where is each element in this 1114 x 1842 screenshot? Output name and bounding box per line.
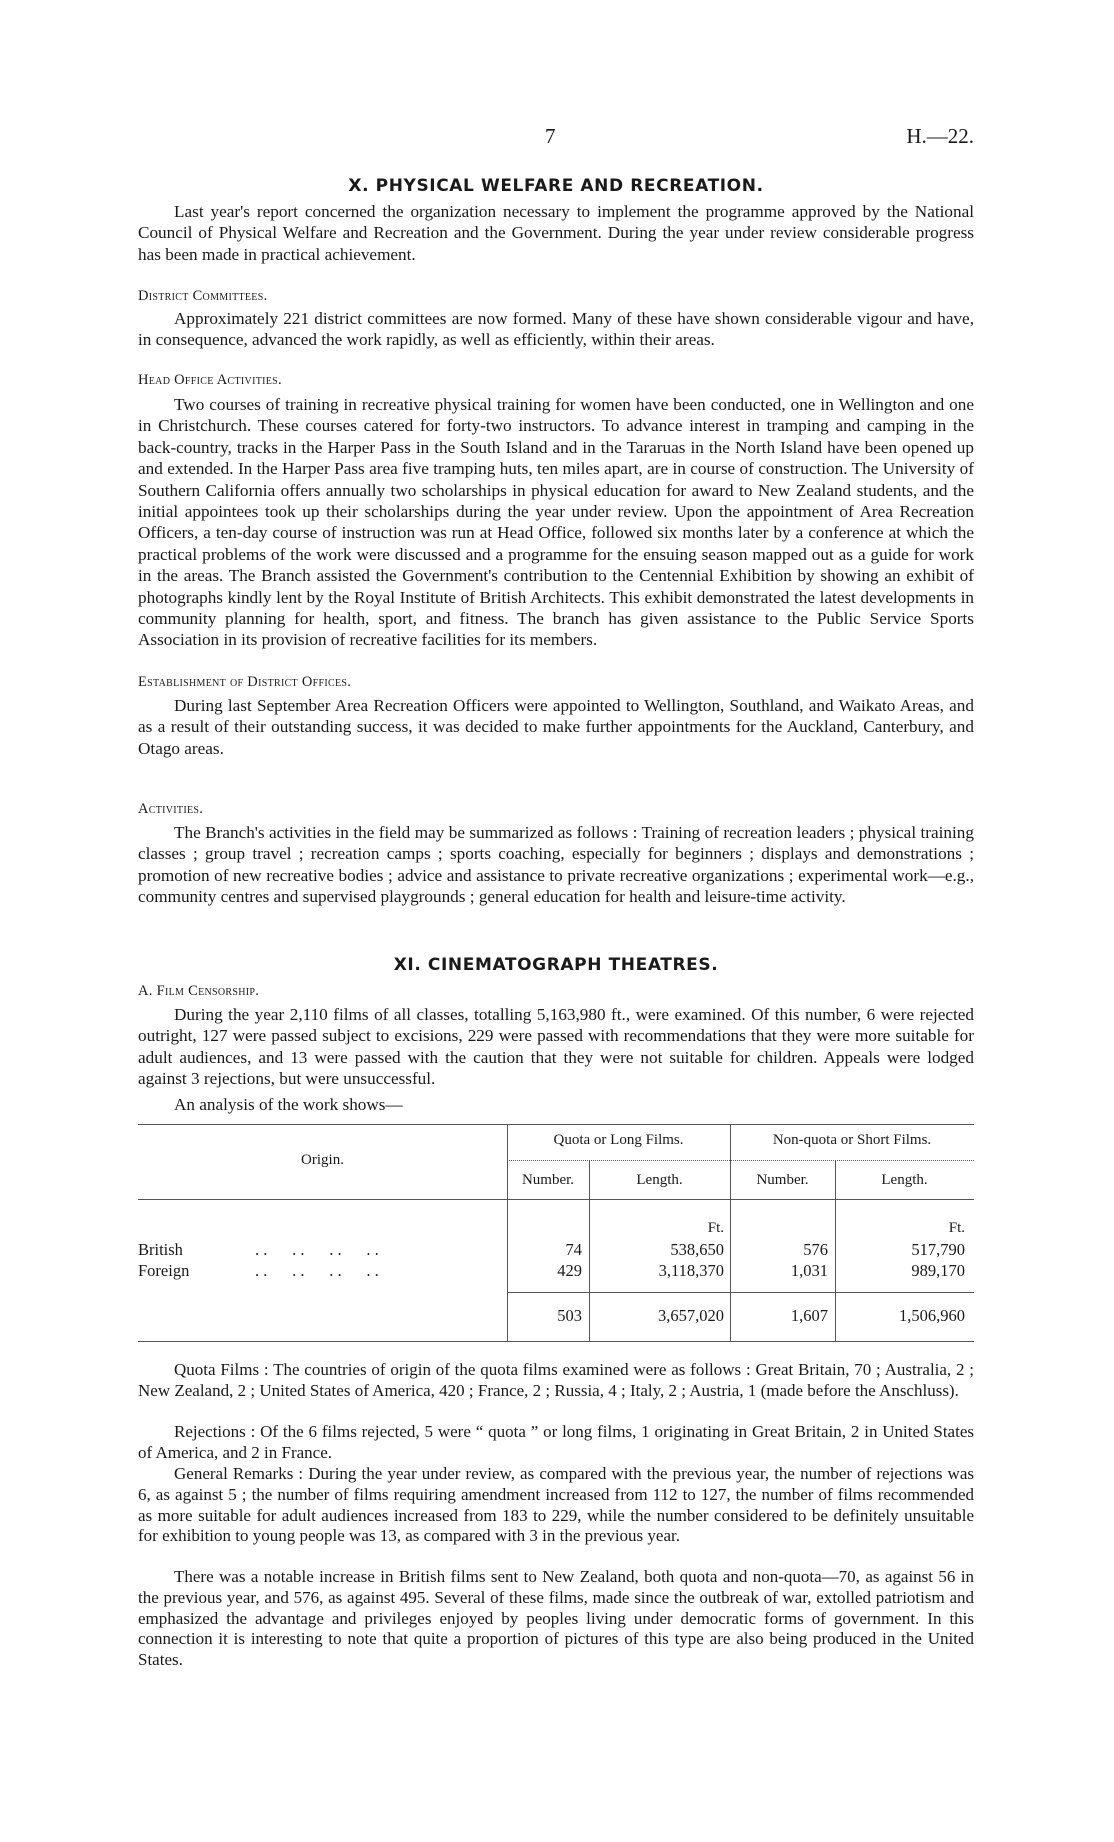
quota-number-cell: 74 bbox=[565, 1240, 582, 1259]
table-header-rule bbox=[138, 1199, 974, 1200]
quota-number-cell: 429 bbox=[557, 1261, 582, 1280]
origin-header: Origin. bbox=[301, 1152, 344, 1168]
quota-number-header: Number. bbox=[521, 1172, 575, 1188]
quota-length-unit: Ft. bbox=[707, 1220, 724, 1236]
film-censorship-heading: A. Film Censorship. bbox=[138, 983, 260, 999]
page-header bbox=[138, 124, 974, 152]
nonquota-header: Non-quota or Short Films. bbox=[772, 1132, 932, 1148]
table-top-rule bbox=[138, 1124, 974, 1125]
analysis-intro: An analysis of the work shows— bbox=[174, 1095, 403, 1114]
head-office-heading: Head Office Activities. bbox=[138, 372, 282, 388]
nonquota-number-header: Number. bbox=[756, 1172, 809, 1188]
quota-length-cell: 538,650 bbox=[670, 1240, 724, 1259]
district-offices-heading: Establishment of District Offices. bbox=[138, 674, 352, 690]
document-reference: H.—22. bbox=[906, 124, 974, 148]
leader-dots: . . . . . . . . bbox=[255, 1240, 379, 1259]
quota-length-cell: 3,118,370 bbox=[658, 1261, 724, 1280]
table-bottom-rule bbox=[138, 1341, 974, 1342]
leader-dots: . . . . . . . . bbox=[255, 1261, 379, 1280]
nonquota-number-total: 1,607 bbox=[790, 1306, 828, 1325]
nonquota-number-cell: 1,031 bbox=[790, 1261, 828, 1280]
nonquota-length-cell: 989,170 bbox=[911, 1261, 965, 1280]
table-total-rule bbox=[507, 1292, 974, 1293]
activities-heading: Activities. bbox=[138, 801, 204, 817]
quota-length-header: Length. bbox=[636, 1172, 683, 1188]
quota-length-total: 3,657,020 bbox=[658, 1306, 724, 1325]
section-x-intro: Last year's report concerned the organization necessary to implement the programme approved by the National Council of Physical Welfare and Recreation and the Government. During the year under review considerable progress has been made in practical achievement. bbox=[138, 202, 974, 264]
nonquota-length-header: Length. bbox=[881, 1172, 928, 1188]
district-committees-text: Approximately 221 district committees are now formed. Many of these have shown considerable vigour and have, in consequence, advanced the work rapidly, as well as efficiently, within their areas. bbox=[138, 309, 974, 350]
film-censorship-text: During the year 2,110 films of all classes, totalling 5,163,980 ft., were examined. Of this number, 6 were rejected outright, 127 were passed subject to excisions, 229 were passed with recommendations that they were more suitable for adult audiences, and 13 were passed with the caution that they were not suitable for children. Appeals were lodged against 3 rejections, but were unsuccessful. bbox=[138, 1005, 974, 1089]
page-number: 7 bbox=[545, 124, 556, 148]
nonquota-number-cell: 576 bbox=[803, 1240, 828, 1259]
rejections-note: Rejections : Of the 6 films rejected, 5 were “ quota ” or long films, 1 originating in Great Britain, 2 in United States of America, and 2 in France. bbox=[138, 1422, 974, 1462]
nonquota-length-unit: Ft. bbox=[948, 1220, 965, 1236]
district-committees-heading: District Committees. bbox=[138, 288, 268, 304]
table-subheader-rule bbox=[507, 1160, 974, 1161]
origin-cell: British bbox=[138, 1240, 183, 1259]
nonquota-length-total: 1,506,960 bbox=[899, 1306, 965, 1325]
section-x-title: X. PHYSICAL WELFARE AND RECREATION. bbox=[348, 176, 764, 196]
quota-header: Quota or Long Films. bbox=[553, 1132, 684, 1148]
general-remarks-note: General Remarks : During the year under review, as compared with the previous year, the number of rejections was 6, as against 5 ; the number of films requiring amendment increased from 112 to 127, the number of films recommended as more suitable for adult audiences increased from 183 to 229, while the number considered to be definitely unsuitable for exhibition to young people was 13, as compared with 3 in the previous year. bbox=[138, 1464, 974, 1546]
british-films-note: There was a notable increase in British films sent to New Zealand, both quota and non-quota—70, as against 56 in the previous year, and 576, as against 495. Several of these films, made since the outbreak of war, extolled patriotism and emphasized the advantage and privileges enjoyed by peoples living under democratic forms of government. In this connection it is interesting to note that quite a proportion of pictures of this type are also being produced in the United States. bbox=[138, 1567, 974, 1670]
quota-films-note: Quota Films : The countries of origin of the quota films examined were as follows : Great Britain, 70 ; Australia, 2 ; New Zealand, 2 ; United States of America, 420 ; France, 2 ; Russia, 4 ; Italy, 2 ; Austria, 1 (made before the Anschluss). bbox=[138, 1360, 974, 1400]
origin-cell: Foreign bbox=[138, 1261, 190, 1280]
quota-number-total: 503 bbox=[557, 1306, 582, 1325]
head-office-text: Two courses of training in recreative physical training for women have been conducted, one in Wellington and one in Christchurch. These courses catered for forty-two instructors. To advance interest in tramping and camping in the back-country, tracks in the Harper Pass in the South Island and in the Tararuas in the North Island have been opened up and extended. In the Harper Pass area five tramping huts, ten miles apart, are in course of construction. The University of Southern California offers annually two scholarships in physical education for award to New Zealand students, and the initial appointees took up their scholarships during the year under review. Upon the appointment of Area Recreation Officers, a ten-day course of instruction was run at Head Office, followed six months later by a conference at which the practical problems of the work were discussed and a programme for the ensuing season mapped out as a guide for work in the areas. The Branch assisted the Government's contribution to the Centennial Exhibition by showing an exhibit of photographs kindly lent by the Royal Institute of British Architects. This exhibit demonstrated the latest developments in community planning for health, sport, and fitness. The branch has given assistance to the Public Service Sports Association in its provision of recreative facilities for its members. bbox=[138, 395, 974, 650]
section-xi-title: XI. CINEMATOGRAPH THEATRES. bbox=[393, 955, 719, 975]
activities-text: The Branch's activities in the field may be summarized as follows : Training of recreation leaders ; physical training classes ; group travel ; recreation camps ; sports coaching, especially for beginners ; displays and demonstrations ; promotion of new recreative bodies ; advice and assistance to private recreative organizations ; experimental work—e.g., community centres and supervised playgrounds ; general education for health and leisure-time activity. bbox=[138, 823, 974, 907]
nonquota-length-cell: 517,790 bbox=[911, 1240, 965, 1259]
district-offices-text: During last September Area Recreation Officers were appointed to Wellington, Southland, and Waikato Areas, and as a result of their outstanding success, it was decided to make further appointments for the Auckland, Canterbury, and Otago areas. bbox=[138, 696, 974, 758]
